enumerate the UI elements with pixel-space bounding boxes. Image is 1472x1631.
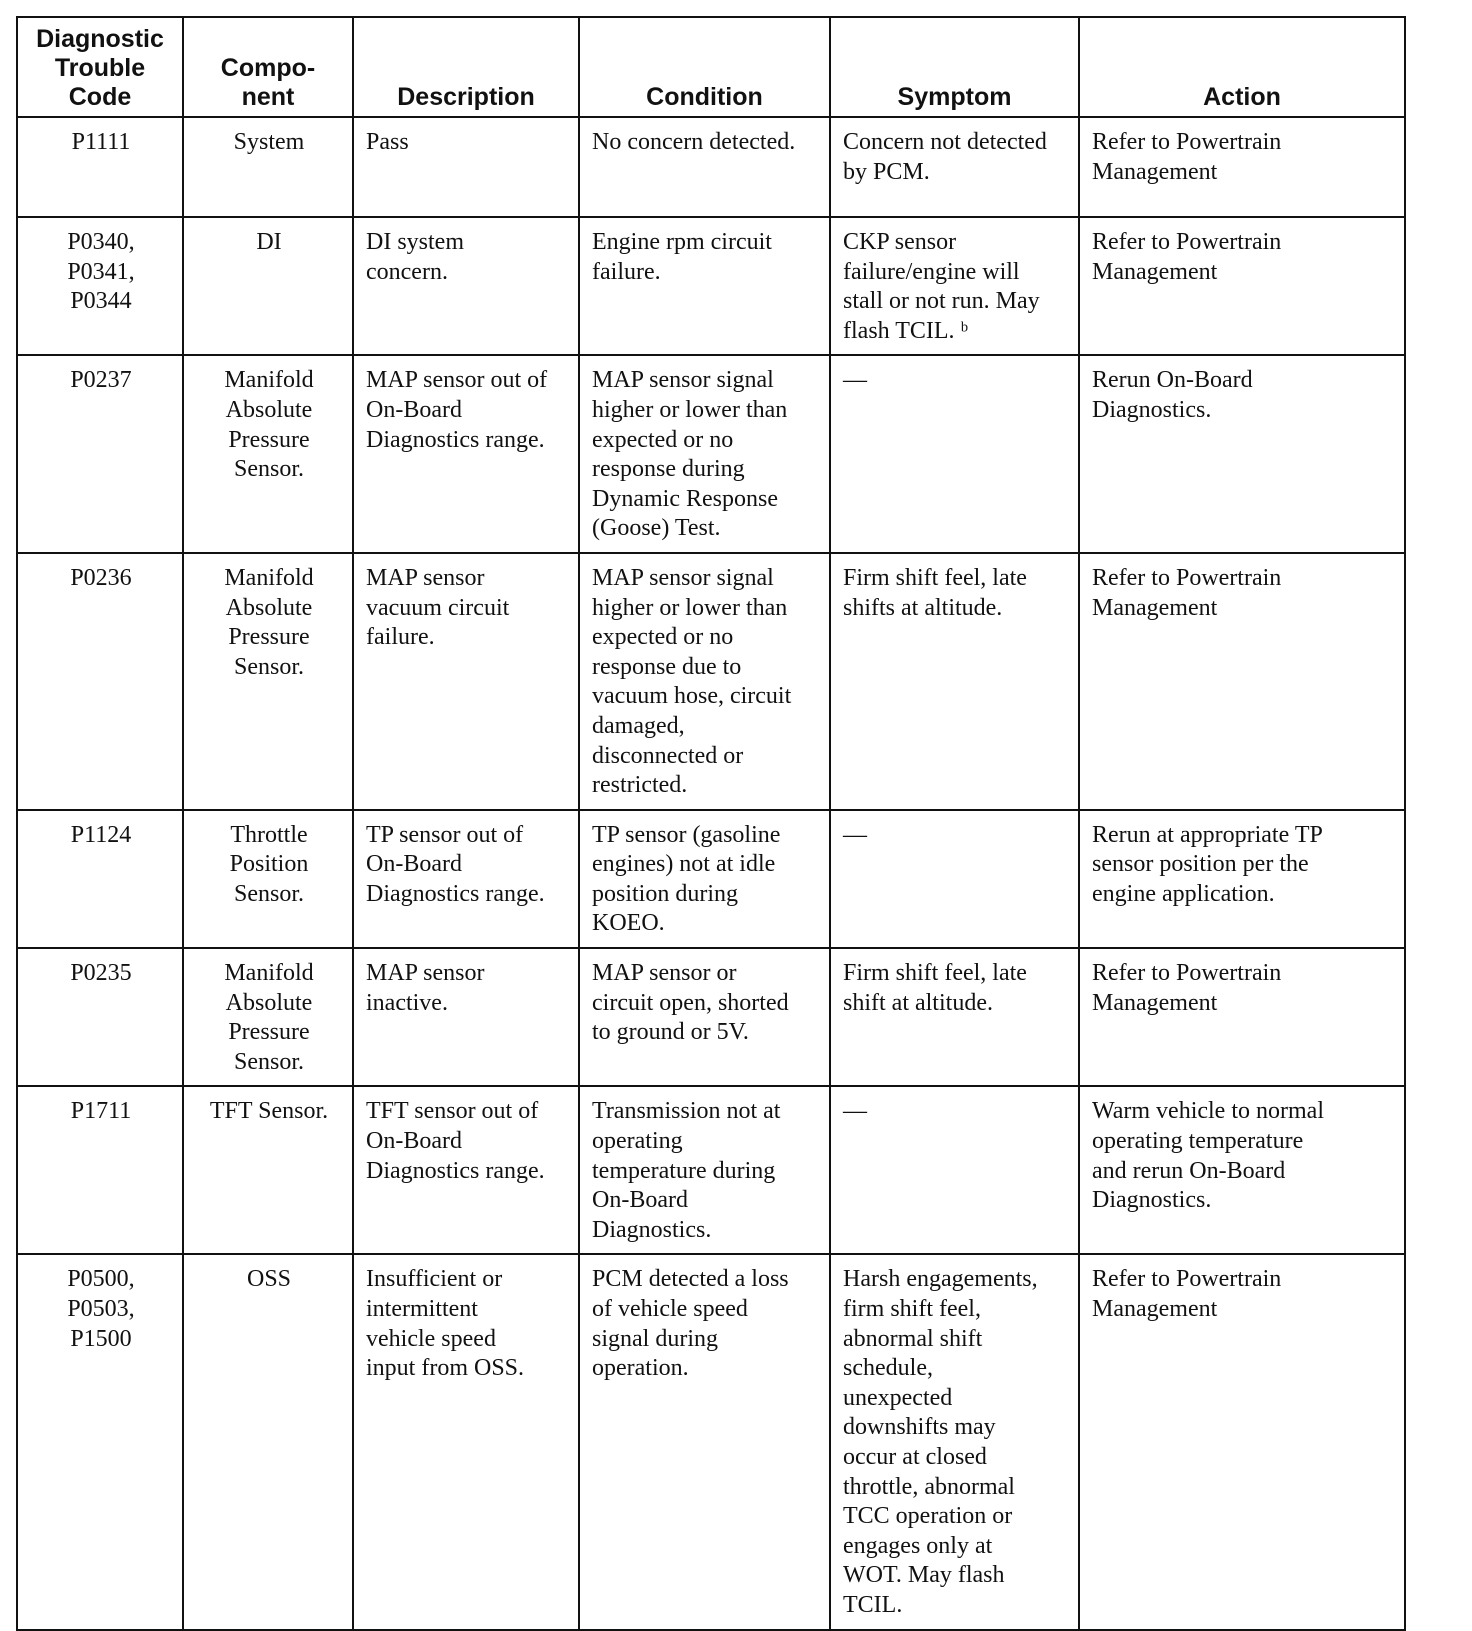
symptom-text-line: — — [843, 367, 867, 394]
component-text-line: Manifold — [224, 367, 314, 394]
condition-text-line: response due to — [592, 653, 742, 680]
symptom-text-line: WOT. May flash — [843, 1562, 1005, 1589]
condition-text-line: restricted. — [592, 772, 688, 799]
component-text-line: Manifold — [224, 960, 314, 987]
component-text-line: Sensor. — [233, 1048, 304, 1075]
component-text-line: Pressure — [228, 624, 310, 651]
condition-text-line: expected or no — [592, 426, 734, 453]
condition-cell — [579, 810, 830, 948]
description-text-line: input from OSS. — [366, 1355, 525, 1382]
description-text-line: TFT sensor out of — [366, 1098, 539, 1125]
code-text-line: P1111 — [71, 129, 131, 155]
code-text-line: P0235 — [70, 960, 132, 987]
header-component — [183, 17, 353, 117]
symptom-text-line: stall or not run. May — [843, 288, 1040, 315]
symptom-text-line: — — [843, 1098, 867, 1125]
table-body — [17, 117, 1405, 1630]
condition-text-line: operating — [592, 1128, 683, 1155]
header-code-line: Diagnostic — [36, 25, 164, 53]
component-text-line: Pressure — [228, 426, 310, 453]
symptom-text-line: TCC operation or — [843, 1503, 1013, 1530]
condition-cell — [579, 553, 830, 810]
code-text-line: P0236 — [70, 564, 132, 591]
condition-text-line: expected or no — [592, 624, 734, 651]
action-cell — [1079, 217, 1405, 355]
action-cell — [1079, 553, 1405, 810]
condition-text-line: circuit open, shorted — [592, 989, 789, 1016]
description-cell — [353, 948, 579, 1086]
table-row — [17, 1254, 1405, 1629]
component-text-line: Sensor. — [233, 880, 304, 907]
symptom-text-line: occur at closed — [843, 1443, 987, 1470]
code-text-line: P1500 — [70, 1325, 132, 1352]
action-text-line: Rerun On-Board — [1092, 367, 1253, 394]
dtc-table — [16, 16, 1406, 1631]
condition-text-line: operation. — [592, 1355, 689, 1382]
symptom-text-line: engages only at — [843, 1532, 993, 1559]
action-text-line: Refer to Powertrain — [1092, 960, 1282, 987]
description-text-line: failure. — [366, 624, 435, 651]
component-cell — [183, 553, 353, 810]
symptom-text-line: Harsh engagements, — [843, 1266, 1038, 1293]
action-text-line: Management — [1092, 1296, 1218, 1322]
header-code-line: Code — [68, 83, 132, 111]
component-text-line: Absolute — [225, 989, 313, 1016]
action-text-line: operating temperature — [1092, 1128, 1304, 1155]
component-text-line: Pressure — [228, 1019, 310, 1046]
action-text-line: Refer to Powertrain — [1092, 564, 1282, 591]
condition-text-line: MAP sensor signal — [592, 564, 774, 591]
condition-text-line: response during — [592, 456, 745, 483]
description-text-line: TP sensor out of — [366, 821, 524, 848]
code-cell — [17, 810, 183, 948]
symptom-cell — [830, 1086, 1079, 1254]
description-cell — [353, 1086, 579, 1254]
symptom-text-line: shift at altitude. — [843, 989, 993, 1016]
description-text-line: On-Board — [366, 851, 462, 878]
header-code-line: Trouble — [54, 54, 146, 82]
code-text-line: P1124 — [70, 821, 132, 848]
condition-cell — [579, 355, 830, 553]
description-cell — [353, 355, 579, 553]
code-text-line: P1711 — [70, 1098, 132, 1125]
condition-text-line: failure. — [592, 258, 661, 285]
condition-text-line: No concern detected. — [592, 129, 796, 155]
description-text-line: vacuum circuit — [366, 594, 510, 621]
symptom-text-line: downshifts may — [843, 1414, 996, 1441]
header-code — [17, 17, 183, 117]
action-text-line: Diagnostics. — [1092, 1187, 1212, 1214]
condition-text-line: engines) not at idle — [592, 851, 776, 878]
table-row — [17, 948, 1405, 1086]
description-text-line: inactive. — [366, 989, 448, 1016]
component-cell — [183, 217, 353, 355]
component-text-line: Sensor. — [233, 653, 304, 680]
code-cell — [17, 355, 183, 553]
table-row — [17, 1086, 1405, 1254]
table-row — [17, 217, 1405, 355]
header-component-line: Compo- — [220, 54, 316, 82]
condition-text-line: disconnected or — [592, 742, 744, 769]
code-cell — [17, 1086, 183, 1254]
symptom-text-line: by PCM. — [843, 158, 930, 185]
table-row — [17, 810, 1405, 948]
action-text-line: Diagnostics. — [1092, 396, 1212, 423]
action-cell — [1079, 1086, 1405, 1254]
condition-text-line: On-Board — [592, 1187, 688, 1214]
condition-cell — [579, 948, 830, 1086]
code-cell — [17, 217, 183, 355]
action-text-line: Warm vehicle to normal — [1092, 1098, 1324, 1125]
condition-text-line: (Goose) Test. — [592, 515, 721, 542]
code-cell — [17, 117, 183, 217]
description-cell — [353, 553, 579, 810]
condition-text-line: signal during — [592, 1325, 718, 1352]
header-row — [17, 17, 1405, 117]
description-text-line: Diagnostics range. — [366, 426, 545, 453]
condition-text-line: higher or lower than — [592, 396, 788, 423]
code-cell — [17, 1254, 183, 1629]
header-action: Action — [1079, 17, 1405, 117]
code-text-line: P0237 — [70, 367, 132, 394]
table-header — [17, 17, 1405, 117]
description-text-line: Pass — [366, 129, 409, 155]
action-text-line: Rerun at appropriate TP — [1092, 821, 1323, 848]
description-cell — [353, 217, 579, 355]
description-text-line: MAP sensor out of — [366, 367, 548, 394]
code-text-line: P0344 — [70, 288, 132, 315]
component-cell — [183, 948, 353, 1086]
description-text-line: vehicle speed — [366, 1325, 496, 1352]
action-text-line: sensor position per the — [1092, 851, 1309, 878]
condition-text-line: Transmission not at — [592, 1098, 781, 1125]
condition-text-line: position during — [592, 880, 739, 907]
symptom-text-line: — — [843, 821, 867, 848]
symptom-text-line: flash TCIL. ᵇ — [843, 317, 968, 344]
symptom-cell — [830, 553, 1079, 810]
symptom-cell — [830, 1254, 1079, 1629]
condition-text-line: Dynamic Response — [592, 485, 778, 512]
symptom-text-line: shifts at altitude. — [843, 594, 1003, 621]
action-text-line: Management — [1092, 989, 1218, 1016]
condition-text-line: MAP sensor or — [592, 960, 737, 987]
symptom-text-line: schedule, — [843, 1355, 933, 1382]
component-text-line: Manifold — [224, 564, 314, 591]
component-text-line: Sensor. — [233, 456, 304, 483]
code-text-line: P0503, — [67, 1296, 135, 1322]
description-cell — [353, 1254, 579, 1629]
description-text-line: Diagnostics range. — [366, 880, 545, 907]
condition-cell — [579, 217, 830, 355]
condition-text-line: KOEO. — [592, 910, 665, 937]
condition-text-line: Engine rpm circuit — [592, 229, 772, 255]
condition-text-line: PCM detected a loss — [592, 1266, 789, 1293]
code-text-line: P0500, — [67, 1266, 135, 1293]
component-text-line: OSS — [246, 1266, 292, 1293]
description-text-line: concern. — [366, 258, 448, 285]
action-cell — [1079, 1254, 1405, 1629]
condition-cell — [579, 117, 830, 217]
component-cell — [183, 1086, 353, 1254]
code-cell — [17, 553, 183, 810]
condition-cell — [579, 1254, 830, 1629]
condition-text-line: Diagnostics. — [592, 1216, 712, 1243]
symptom-cell — [830, 810, 1079, 948]
symptom-text-line: Concern not detected — [843, 129, 1047, 155]
description-text-line: intermittent — [366, 1296, 478, 1322]
symptom-text-line: throttle, abnormal — [843, 1473, 1015, 1500]
component-cell — [183, 810, 353, 948]
component-cell — [183, 1254, 353, 1629]
action-text-line: Management — [1092, 158, 1218, 185]
component-text-line: Throttle — [230, 821, 308, 848]
description-text-line: DI system — [366, 229, 464, 255]
header-description: Description — [353, 17, 579, 117]
symptom-cell — [830, 948, 1079, 1086]
component-text-line: System — [233, 129, 305, 155]
symptom-cell — [830, 217, 1079, 355]
condition-text-line: temperature during — [592, 1157, 776, 1184]
component-cell — [183, 117, 353, 217]
description-text-line: On-Board — [366, 396, 462, 423]
description-text-line: Insufficient or — [366, 1266, 503, 1293]
description-text-line: On-Board — [366, 1128, 462, 1155]
description-cell — [353, 810, 579, 948]
component-text-line: Position — [229, 851, 309, 878]
symptom-text-line: CKP sensor — [843, 229, 957, 255]
header-condition: Condition — [579, 17, 830, 117]
component-cell — [183, 355, 353, 553]
code-text-line: P0341, — [67, 258, 135, 285]
condition-text-line: MAP sensor signal — [592, 367, 774, 394]
symptom-text-line: TCIL. — [843, 1591, 903, 1618]
condition-text-line: higher or lower than — [592, 594, 788, 621]
table-row — [17, 553, 1405, 810]
header-component-line: nent — [241, 83, 295, 111]
action-cell — [1079, 810, 1405, 948]
action-text-line: and rerun On-Board — [1092, 1157, 1286, 1184]
symptom-text-line: failure/engine will — [843, 258, 1020, 285]
header-symptom: Symptom — [830, 17, 1079, 117]
component-text-line: Absolute — [225, 594, 313, 621]
action-text-line: Management — [1092, 594, 1218, 621]
action-text-line: Refer to Powertrain — [1092, 129, 1282, 155]
symptom-cell — [830, 117, 1079, 217]
condition-text-line: TP sensor (gasoline — [592, 821, 781, 848]
code-text-line: P0340, — [67, 229, 135, 255]
action-cell — [1079, 355, 1405, 553]
component-text-line: Absolute — [225, 396, 313, 423]
symptom-text-line: abnormal shift — [843, 1325, 983, 1352]
action-text-line: Refer to Powertrain — [1092, 229, 1282, 255]
code-cell — [17, 948, 183, 1086]
condition-text-line: of vehicle speed — [592, 1296, 748, 1322]
description-text-line: Diagnostics range. — [366, 1157, 545, 1184]
action-cell — [1079, 117, 1405, 217]
condition-text-line: damaged, — [592, 712, 685, 739]
symptom-cell — [830, 355, 1079, 553]
description-text-line: MAP sensor — [366, 564, 485, 591]
action-cell — [1079, 948, 1405, 1086]
component-text-line: TFT Sensor. — [209, 1098, 329, 1125]
condition-text-line: vacuum hose, circuit — [592, 683, 792, 710]
symptom-text-line: firm shift feel, — [843, 1296, 981, 1322]
symptom-text-line: unexpected — [843, 1384, 953, 1411]
table-row — [17, 117, 1405, 217]
action-text-line: engine application. — [1092, 880, 1275, 907]
component-text-line: DI — [256, 229, 282, 255]
action-text-line: Management — [1092, 258, 1218, 285]
description-cell — [353, 117, 579, 217]
description-text-line: MAP sensor — [366, 960, 485, 987]
symptom-text-line: Firm shift feel, late — [843, 564, 1027, 591]
symptom-text-line: Firm shift feel, late — [843, 960, 1027, 987]
condition-cell — [579, 1086, 830, 1254]
action-text-line: Refer to Powertrain — [1092, 1266, 1282, 1293]
condition-text-line: to ground or 5V. — [592, 1019, 749, 1046]
table-row — [17, 355, 1405, 553]
